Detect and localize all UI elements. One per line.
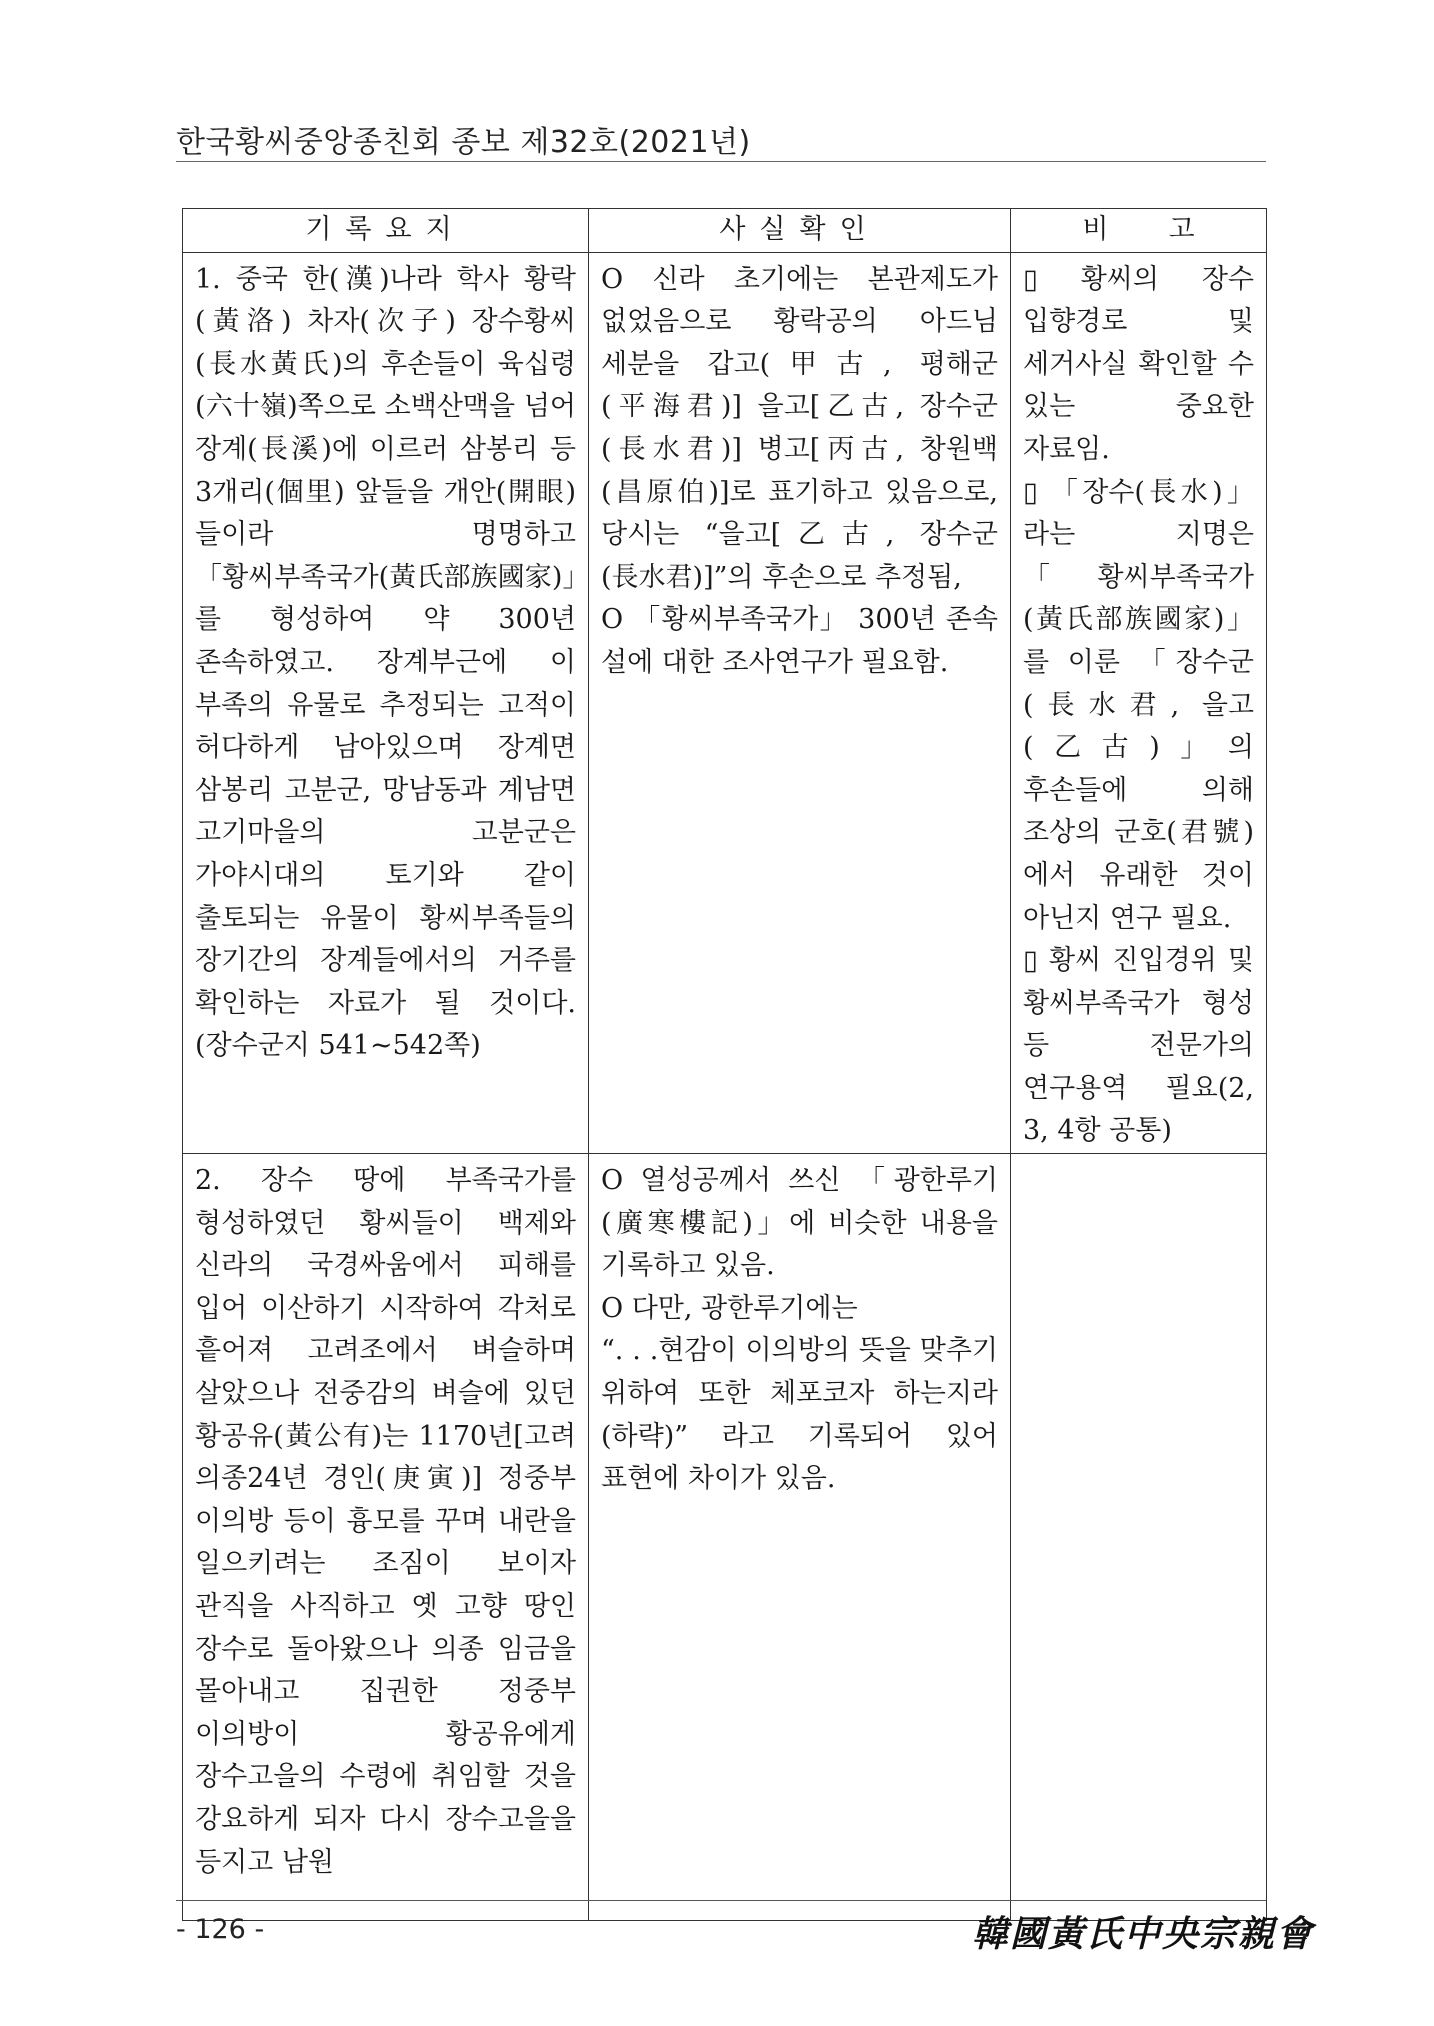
row-2-summary-text: 2. 장수 땅에 부족국가를 형성하였던 황씨들이 백제와 신라의 국경싸움에서 피해를 입어 이산하기 시작하여 각처로 흩어져 고려조에서 벼슬하며 살았으나 전중감의 벼슬에 있던 황공유(黃公有)는 1170년[고려 의종24년 경인(庚寅)] 정중부 이의방 등이 흉모를 꾸며 내란을 일으키려는 조짐이 보이자 관직을 사직하고 옛 고향 땅인 장수로 돌아왔으나 의종 임금을 몰아내고 집권한 정중부 이의방이 황공유에게 장수고을의 수령에 취임할 것을 강요하게 되자 다시 장수고을을 등지고 남원 (195, 1165, 576, 1878)
row-2-summary-cell (183, 1154, 589, 1921)
column-header-summary: 기록요지 (183, 209, 589, 253)
row-1-fact-1: O 신라 초기에는 본관제도가 없었음으로 황락공의 아드님 세분을 갑고(甲古, 평해군(平海君)] 을고[乙古, 장수군(長水君)] 병고[丙古, 창원백(昌原伯)]로 표기하고 있음으로, 당시는 “을고[乙古, 장수군(長水君)]”의 후손으로 추정됨, (601, 263, 998, 593)
row-2-fact-1: O 열성공께서 쓰신 「광한루기(廣寒樓記)」에 비슷한 내용을 기록하고 있음. (601, 1165, 998, 1282)
row-1-remark-3: ▯ 황씨 진입경위 및 황씨부족국가 형성 등 전문가의 연구용역 필요(2, 3, 4항 공통) (1023, 945, 1254, 1147)
row-2-fact-3: “. . .현감이 이의방의 뜻을 맞추기 위하여 또한 체포코자 하는지라(하략)” 라고 기록되어 있어 표현에 차이가 있음. (601, 1335, 998, 1495)
row-2-remarks-cell (1011, 1154, 1267, 1921)
row-1-remark-2: ▯ 「장수(長水)」라는 지명은 「황씨부족국가(黃氏部族國家)」를 이룬 「장수군(長水君, 을고(乙古)」의 후손들에 의해 조상의 군호(君號)에서 유래한 것이 아닌지 연구 필요. (1023, 476, 1254, 934)
row-1-fact-2: O 「황씨부족국가」 300년 존속 설에 대한 조사연구가 필요함. (601, 604, 998, 678)
table-row (183, 252, 1267, 1153)
row-2-fact-2: O 다만, 광한루기에는 (601, 1292, 858, 1324)
header-divider (176, 161, 1266, 162)
organization-name: 韓國黃氏中央宗親會 (972, 1913, 1315, 1955)
row-1-remarks-cell (1011, 252, 1267, 1153)
footer-divider (176, 1900, 1266, 1901)
row-1-facts-cell (589, 252, 1011, 1153)
row-2-facts-cell (589, 1154, 1011, 1921)
row-1-summary-cell (183, 252, 589, 1153)
journal-header-title: 한국황씨중앙종친회 종보 제32호(2021년) (176, 125, 751, 160)
column-header-remarks: 비고 (1011, 209, 1267, 253)
table-row (183, 1154, 1267, 1921)
column-header-facts: 사실확인 (589, 209, 1011, 253)
row-1-remark-1: ▯ 황씨의 장수 입향경로 및 세거사실 확인할 수 있는 중요한 자료임. (1023, 263, 1254, 465)
table-header-row (183, 209, 1267, 253)
records-table (182, 208, 1267, 1921)
row-1-summary-text: 1. 중국 한(漢)나라 학사 황락(黃洛) 차자(次子) 장수황씨(長水黃氏)의 후손들이 육십령(六十嶺)쪽으로 소백산맥을 넘어 장계(長溪)에 이르러 삼봉리 등 3개리(個里) 앞들을 개안(開眼)들이라 명명하고 「황씨부족국가(黃氏部族國家)」를 형성하여 약 300년 존속하였고. 장계부근에 이 부족의 유물로 추정되는 고적이 허다하게 남아있으며 장계면 삼봉리 고분군, 망남동과 계남면 고기마을의 고분군은 가야시대의 토기와 같이 출토되는 유물이 황씨부족들의 장기간의 장계들에서의 거주를 확인하는 자료가 될 것이다.(장수군지 541~542쪽) (195, 263, 576, 1062)
page-number: - 126 - (176, 1914, 265, 1945)
